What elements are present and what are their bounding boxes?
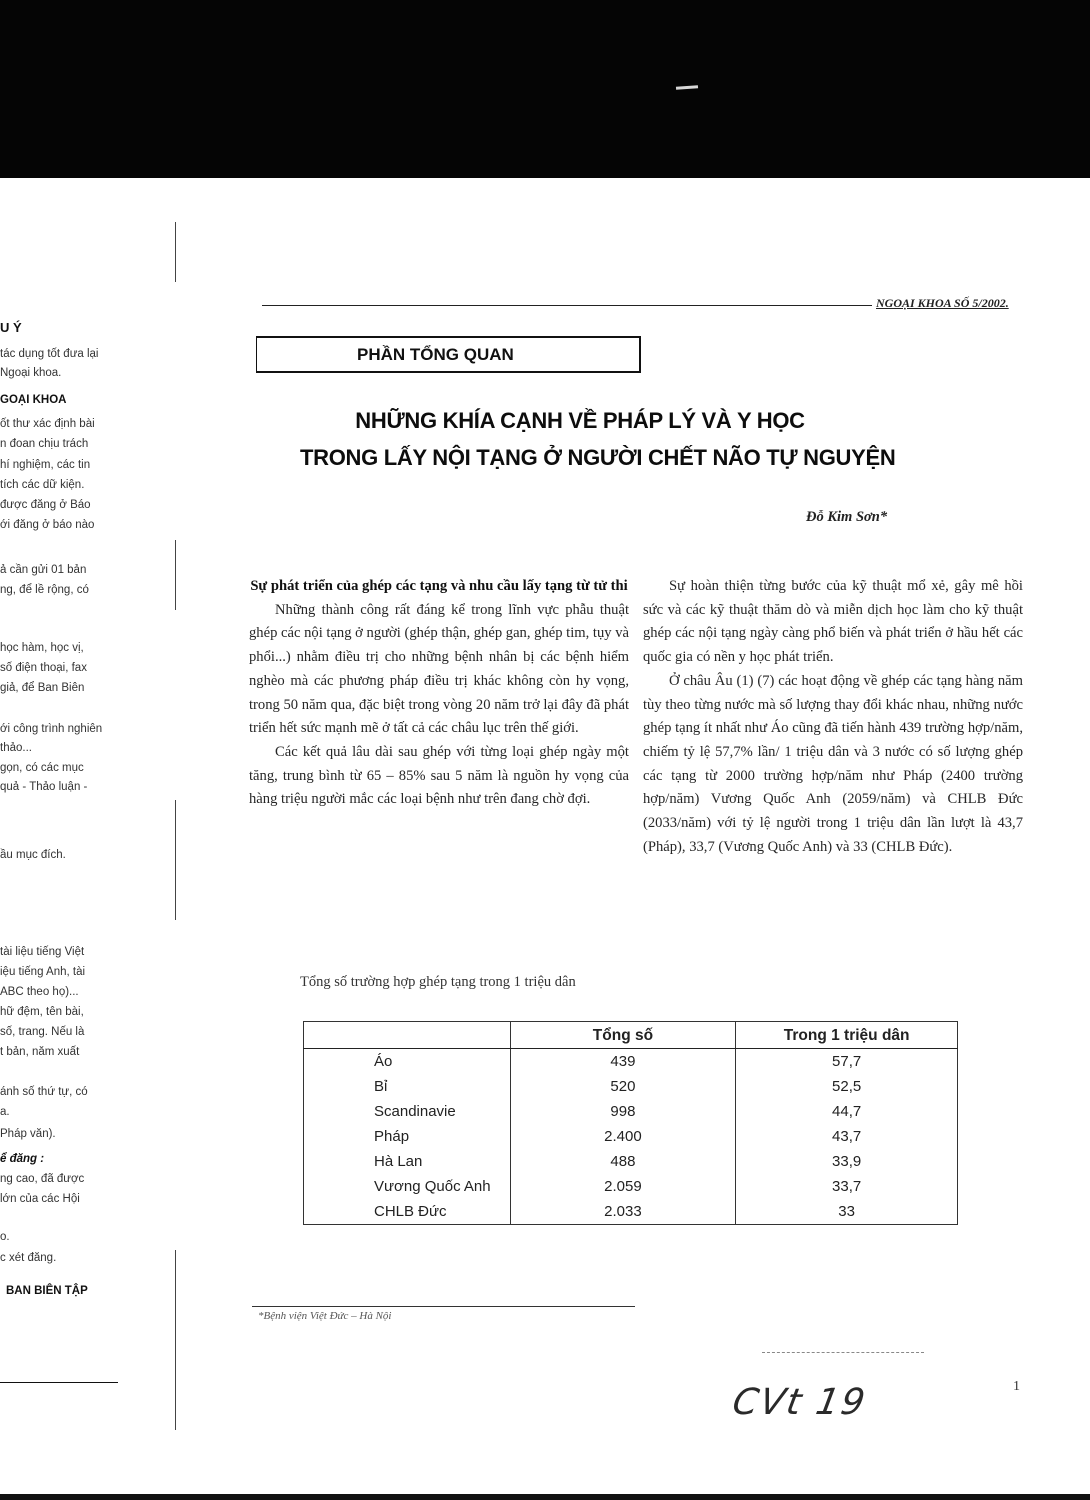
fragment-line: lớn của các Hội bbox=[0, 1193, 80, 1205]
table-row bbox=[304, 1199, 958, 1225]
paragraph: Ở châu Âu (1) (7) các hoạt động về ghép các tạng hàng năm tùy theo từng nước mà số lượng thay đổi khác nhau, những nước ghép tạng ít nhất như Áo cũng đã tiến hành 439 trường hợp/năm, chiếm tỷ lệ 57,7% lần/ 1 triệu dân và 3 nước có số lượng ghép các tạng từ 2000 trường hợp/năm như Pháp (2400 trường hợp/năm) Vương Quốc Anh (2059/năm) và CHLB Đức (2033/năm) với tỷ lệ người trong 1 triệu dân lần lượt là 43,7 (Pháp), 33,7 (Vương Quốc Anh) và 33 (CHLB Đức). bbox=[643, 672, 1023, 855]
fragment-rule bbox=[0, 1382, 118, 1383]
table-row bbox=[304, 1074, 958, 1099]
scan-border-top bbox=[0, 0, 1090, 178]
total-cell: 998 bbox=[510, 1099, 736, 1124]
fragment-line: tác dụng tốt đưa lại bbox=[0, 348, 99, 360]
fragment-line: tài liệu tiếng Việt bbox=[0, 946, 85, 958]
fragment-line: Pháp văn). bbox=[0, 1128, 56, 1140]
right-column bbox=[643, 575, 1023, 859]
per-million-cell: 44,7 bbox=[736, 1099, 958, 1124]
total-cell: 520 bbox=[510, 1074, 736, 1099]
table-row bbox=[304, 1149, 958, 1174]
footnote-rule bbox=[252, 1306, 635, 1307]
fragment-line: ới đăng ở báo nào bbox=[0, 519, 95, 531]
fragment-line: BAN BIÊN TẬP bbox=[6, 1285, 88, 1297]
paragraph: Các kết quả lâu dài sau ghép với từng loại ghép ngày một tăng, trung bình từ 65 – 85% sau 5 năm là nguồn hy vọng của hàng triệu người mắc các loại bệnh như trên đang chờ đợi. bbox=[249, 743, 629, 808]
fragment-line: iệu tiếng Anh, tài bbox=[0, 966, 86, 978]
fragment-line: hí nghiệm, các tin bbox=[0, 459, 91, 471]
fragment-line: U Ý bbox=[0, 320, 22, 335]
footnote: *Bệnh viện Việt Đức – Hà Nội bbox=[258, 1310, 392, 1322]
fold-line bbox=[175, 222, 176, 282]
per-million-cell: 33,7 bbox=[736, 1174, 958, 1199]
per-million-cell: 33,9 bbox=[736, 1149, 958, 1174]
total-cell: 488 bbox=[510, 1149, 736, 1174]
fragment-line: a. bbox=[0, 1106, 10, 1118]
country-cell: Hà Lan bbox=[374, 1153, 423, 1170]
fragment-line: giả, để Ban Biên bbox=[0, 682, 85, 694]
fragment-line: GOẠI KHOA bbox=[0, 394, 67, 406]
total-cell: 439 bbox=[510, 1049, 736, 1075]
country-cell: Bỉ bbox=[374, 1078, 388, 1095]
section-label: PHẦN TỔNG QUAN bbox=[357, 345, 514, 364]
table-header-cell: Trong 1 triệu dân bbox=[736, 1022, 958, 1049]
fragment-line: ể đăng : bbox=[0, 1153, 45, 1165]
fragment-line: c xét đăng. bbox=[0, 1252, 57, 1264]
fragment-line: ng, để lề rộng, có bbox=[0, 584, 89, 596]
fragment-line: ốt thư xác định bài bbox=[0, 418, 95, 430]
per-million-cell: 33 bbox=[736, 1199, 958, 1225]
title-line-2: TRONG LẤY NỘI TẠNG Ở NGƯỜI CHẾT NÃO TỰ NGUYỆN bbox=[300, 445, 896, 470]
title-line-1: NHỮNG KHÍA CẠNH VỀ PHÁP LÝ VÀ Y HỌC bbox=[355, 408, 805, 433]
section-box bbox=[256, 336, 641, 373]
fragment-line: Ngoại khoa. bbox=[0, 367, 62, 379]
country-cell: Pháp bbox=[374, 1128, 410, 1145]
table-header-cell bbox=[304, 1022, 511, 1049]
fragment-line: ABC theo họ)... bbox=[0, 986, 79, 998]
country-cell: Vương Quốc Anh bbox=[374, 1178, 491, 1195]
header-rule bbox=[262, 305, 872, 306]
table-header-row bbox=[304, 1022, 958, 1049]
fold-line bbox=[175, 800, 176, 920]
country-cell: CHLB Đức bbox=[374, 1203, 447, 1220]
total-cell: 2.400 bbox=[510, 1124, 736, 1149]
subsection-heading: Sự phát triển của ghép các tạng và nhu cầu lấy tạng từ tử thi bbox=[250, 578, 628, 594]
transplant-table bbox=[303, 1021, 958, 1225]
fragment-line: quả - Thảo luận - bbox=[0, 781, 88, 793]
table-row bbox=[304, 1124, 958, 1149]
country-cell: Áo bbox=[374, 1053, 393, 1070]
table-caption: Tổng số trường hợp ghép tạng trong 1 triệu dân bbox=[300, 974, 576, 990]
fragment-line: o. bbox=[0, 1231, 10, 1243]
per-million-cell: 57,7 bbox=[736, 1049, 958, 1075]
fragment-line: n đoan chịu trách bbox=[0, 438, 89, 450]
table-header-cell: Tổng số bbox=[510, 1022, 736, 1049]
fragment-line: ng cao, đã được bbox=[0, 1173, 85, 1185]
per-million-cell: 43,7 bbox=[736, 1124, 958, 1149]
total-cell: 2.033 bbox=[510, 1199, 736, 1225]
scan-mark bbox=[676, 85, 698, 90]
fragment-line: ánh số thứ tự, có bbox=[0, 1086, 88, 1098]
fragment-line: học hàm, học vị, bbox=[0, 642, 84, 654]
fragment-line: t bản, năm xuất bbox=[0, 1046, 80, 1058]
fragment-line: gọn, có các mục bbox=[0, 762, 84, 774]
fragment-line: hữ đệm, tên bài, bbox=[0, 1006, 84, 1018]
fragment-line: ả cần gửi 01 bản bbox=[0, 564, 87, 576]
table-row bbox=[304, 1174, 958, 1199]
fragment-line: thảo... bbox=[0, 742, 32, 754]
page-number: 1 bbox=[1013, 1379, 1020, 1394]
table-row bbox=[304, 1099, 958, 1124]
author: Đỗ Kim Sơn* bbox=[806, 509, 888, 525]
paragraph: Sự hoàn thiện từng bước của kỹ thuật mổ xẻ, gây mê hồi sức và các kỹ thuật thăm dò và miễn dịch học làm cho kỹ thuật ghép các nội tạng ngày càng phổ biến và phát triển ở hầu hết các quốc gia có nền y học phát triển. bbox=[643, 578, 1023, 666]
fragment-line: số điện thoại, fax bbox=[0, 662, 87, 674]
country-cell: Scandinavie bbox=[374, 1103, 456, 1120]
fold-line bbox=[175, 1250, 176, 1430]
paragraph: Những thành công rất đáng kể trong lĩnh vực phẫu thuật ghép các nội tạng ở người (ghép thận, ghép gan, ghép tim, tụy và phổi...) nhằm điều trị cho những bệnh nhân bị các bệnh hiểm nghèo mà các phương pháp điều trị khác không còn hy vọng, trong 50 năm qua, đặc biệt trong vòng 20 năm trở lại đây đã phát triển hết sức mạnh mẽ ở tất cả các châu lục trên thế giới. bbox=[249, 601, 629, 737]
fragment-line: ầu mục đích. bbox=[0, 849, 66, 861]
total-cell: 2.059 bbox=[510, 1174, 736, 1199]
fragment-line: được đăng ở Báo bbox=[0, 499, 91, 511]
fragment-line: tích các dữ kiện. bbox=[0, 479, 85, 491]
left-column bbox=[249, 575, 629, 812]
fold-line bbox=[175, 540, 176, 610]
fragment-line: số, trang. Nếu là bbox=[0, 1026, 85, 1038]
table-row bbox=[304, 1049, 958, 1075]
scan-dashes bbox=[762, 1352, 924, 1353]
scan-border-bottom bbox=[0, 1494, 1090, 1500]
handwritten-code: CVt 19 bbox=[729, 1382, 870, 1423]
fragment-line: ới công trình nghiên bbox=[0, 723, 103, 735]
per-million-cell: 52,5 bbox=[736, 1074, 958, 1099]
journal-header: NGOẠI KHOA SỐ 5/2002. bbox=[876, 296, 1009, 310]
